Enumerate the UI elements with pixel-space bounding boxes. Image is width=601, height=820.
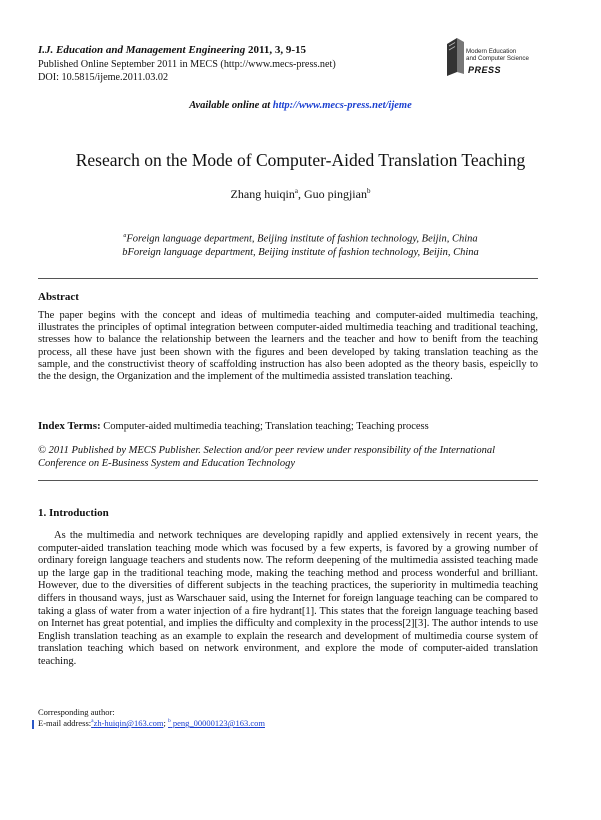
footnote-emails: E-mail address:$^a$zh-huiqin@163.com; $^b$ peng_00000123@163.com bbox=[38, 718, 265, 728]
email-link-b[interactable]: $^b$ peng_00000123@163.com bbox=[167, 718, 265, 728]
paper-title: Research on the Mode of Computer-Aided Translation Teaching bbox=[75, 150, 526, 170]
journal-link[interactable]: http://www.mecs-press.net/ijeme bbox=[272, 100, 412, 111]
email-link-a[interactable]: $^a$zh-huiqin@163.com bbox=[91, 718, 164, 728]
authors: Zhang huiqin$^a$, Guo pingjian$^b$ bbox=[230, 187, 371, 201]
doi-line: DOI: 10.5815/ijeme.2011.03.02 bbox=[38, 72, 169, 83]
footnote-label: Corresponding author: bbox=[38, 707, 115, 717]
abstract-heading: Abstract bbox=[38, 291, 79, 303]
abstract-text: The paper begins with the concept and ideas of multimedia teaching and computer-aided multimedia teaching, illustrates the principles of optimal integration between computer-aided multimedia teaching and traditional teaching, stresses how to balance the relationship between the learners and the teacher and how to benift from the teaching process, all these have just been shown with the figures and been developed by taking translation teaching as the sample, and the constructivist theory of scaffolding instruction has also been adopted as the theory basis, espeiclly to the the design, the Organization and the implement of the multimedia assisted translation teaching. bbox=[38, 310, 538, 383]
logo-text: Modern Education and Computer Science bbox=[466, 48, 529, 62]
affiliation-b: bForeign language department, Beijing institute of fashion technology, Beijin, China bbox=[122, 247, 479, 258]
divider bbox=[38, 278, 538, 279]
divider bbox=[38, 480, 538, 481]
book-icon bbox=[444, 34, 468, 78]
journal-name: I.J. Education and Management Engineering bbox=[38, 44, 246, 56]
logo-press: PRESS bbox=[468, 65, 502, 75]
available-online: Available online at http://www.mecs-press.net/ijeme bbox=[189, 100, 412, 111]
affiliation-a: $^a$Foreign language department, Beijing institute of fashion technology, Beijin, China bbox=[123, 233, 478, 245]
journal-issue: 2011, 3, 9-15 bbox=[245, 44, 307, 56]
index-terms: Index Terms: Computer-aided multimedia teaching; Translation teaching; Teaching process bbox=[38, 420, 429, 432]
copyright-notice: © 2011 Published by MECS Publisher. Selection and/or peer review under responsibility of the International Conference on E-Business System and Education Technology bbox=[38, 445, 495, 469]
intro-text: As the multimedia and network techniques are developing rapidly and applied extensively in recent years, the computer-aided translation teaching mode which was focused by a few experts, is favored by a growing number of ordinary foreign language teachers and students now. The reform deepening of the multimedia assisted teaching made up the large gap in the traditional teaching mode, making the teaching method and process wonderful and brilliant. However, due to the diversities of different subjects in the teaching practices, the superiority in multimedia teaching differs in thousand ways, just as Warschauer said, using the Internet for foreign language teaching can be compared to taking a glass of water from a water injection of a fire hydrant[1]. This states that the foreign language teaching based on Internet has great potential, and implies the difficulty and complexity in the process[2][3]. The author intends to use English translation teaching as an example to explain the research and development of multimedia course system of translation teaching which based on network environment, and explore the mode of computer-aided translation teaching. bbox=[38, 530, 538, 667]
journal-header bbox=[38, 44, 306, 56]
published-line: Published Online September 2011 in MECS (http://www.mecs-press.net) bbox=[38, 59, 336, 70]
section-heading: 1. Introduction bbox=[38, 507, 109, 519]
change-bar bbox=[32, 720, 34, 729]
publisher-logo bbox=[444, 34, 536, 84]
